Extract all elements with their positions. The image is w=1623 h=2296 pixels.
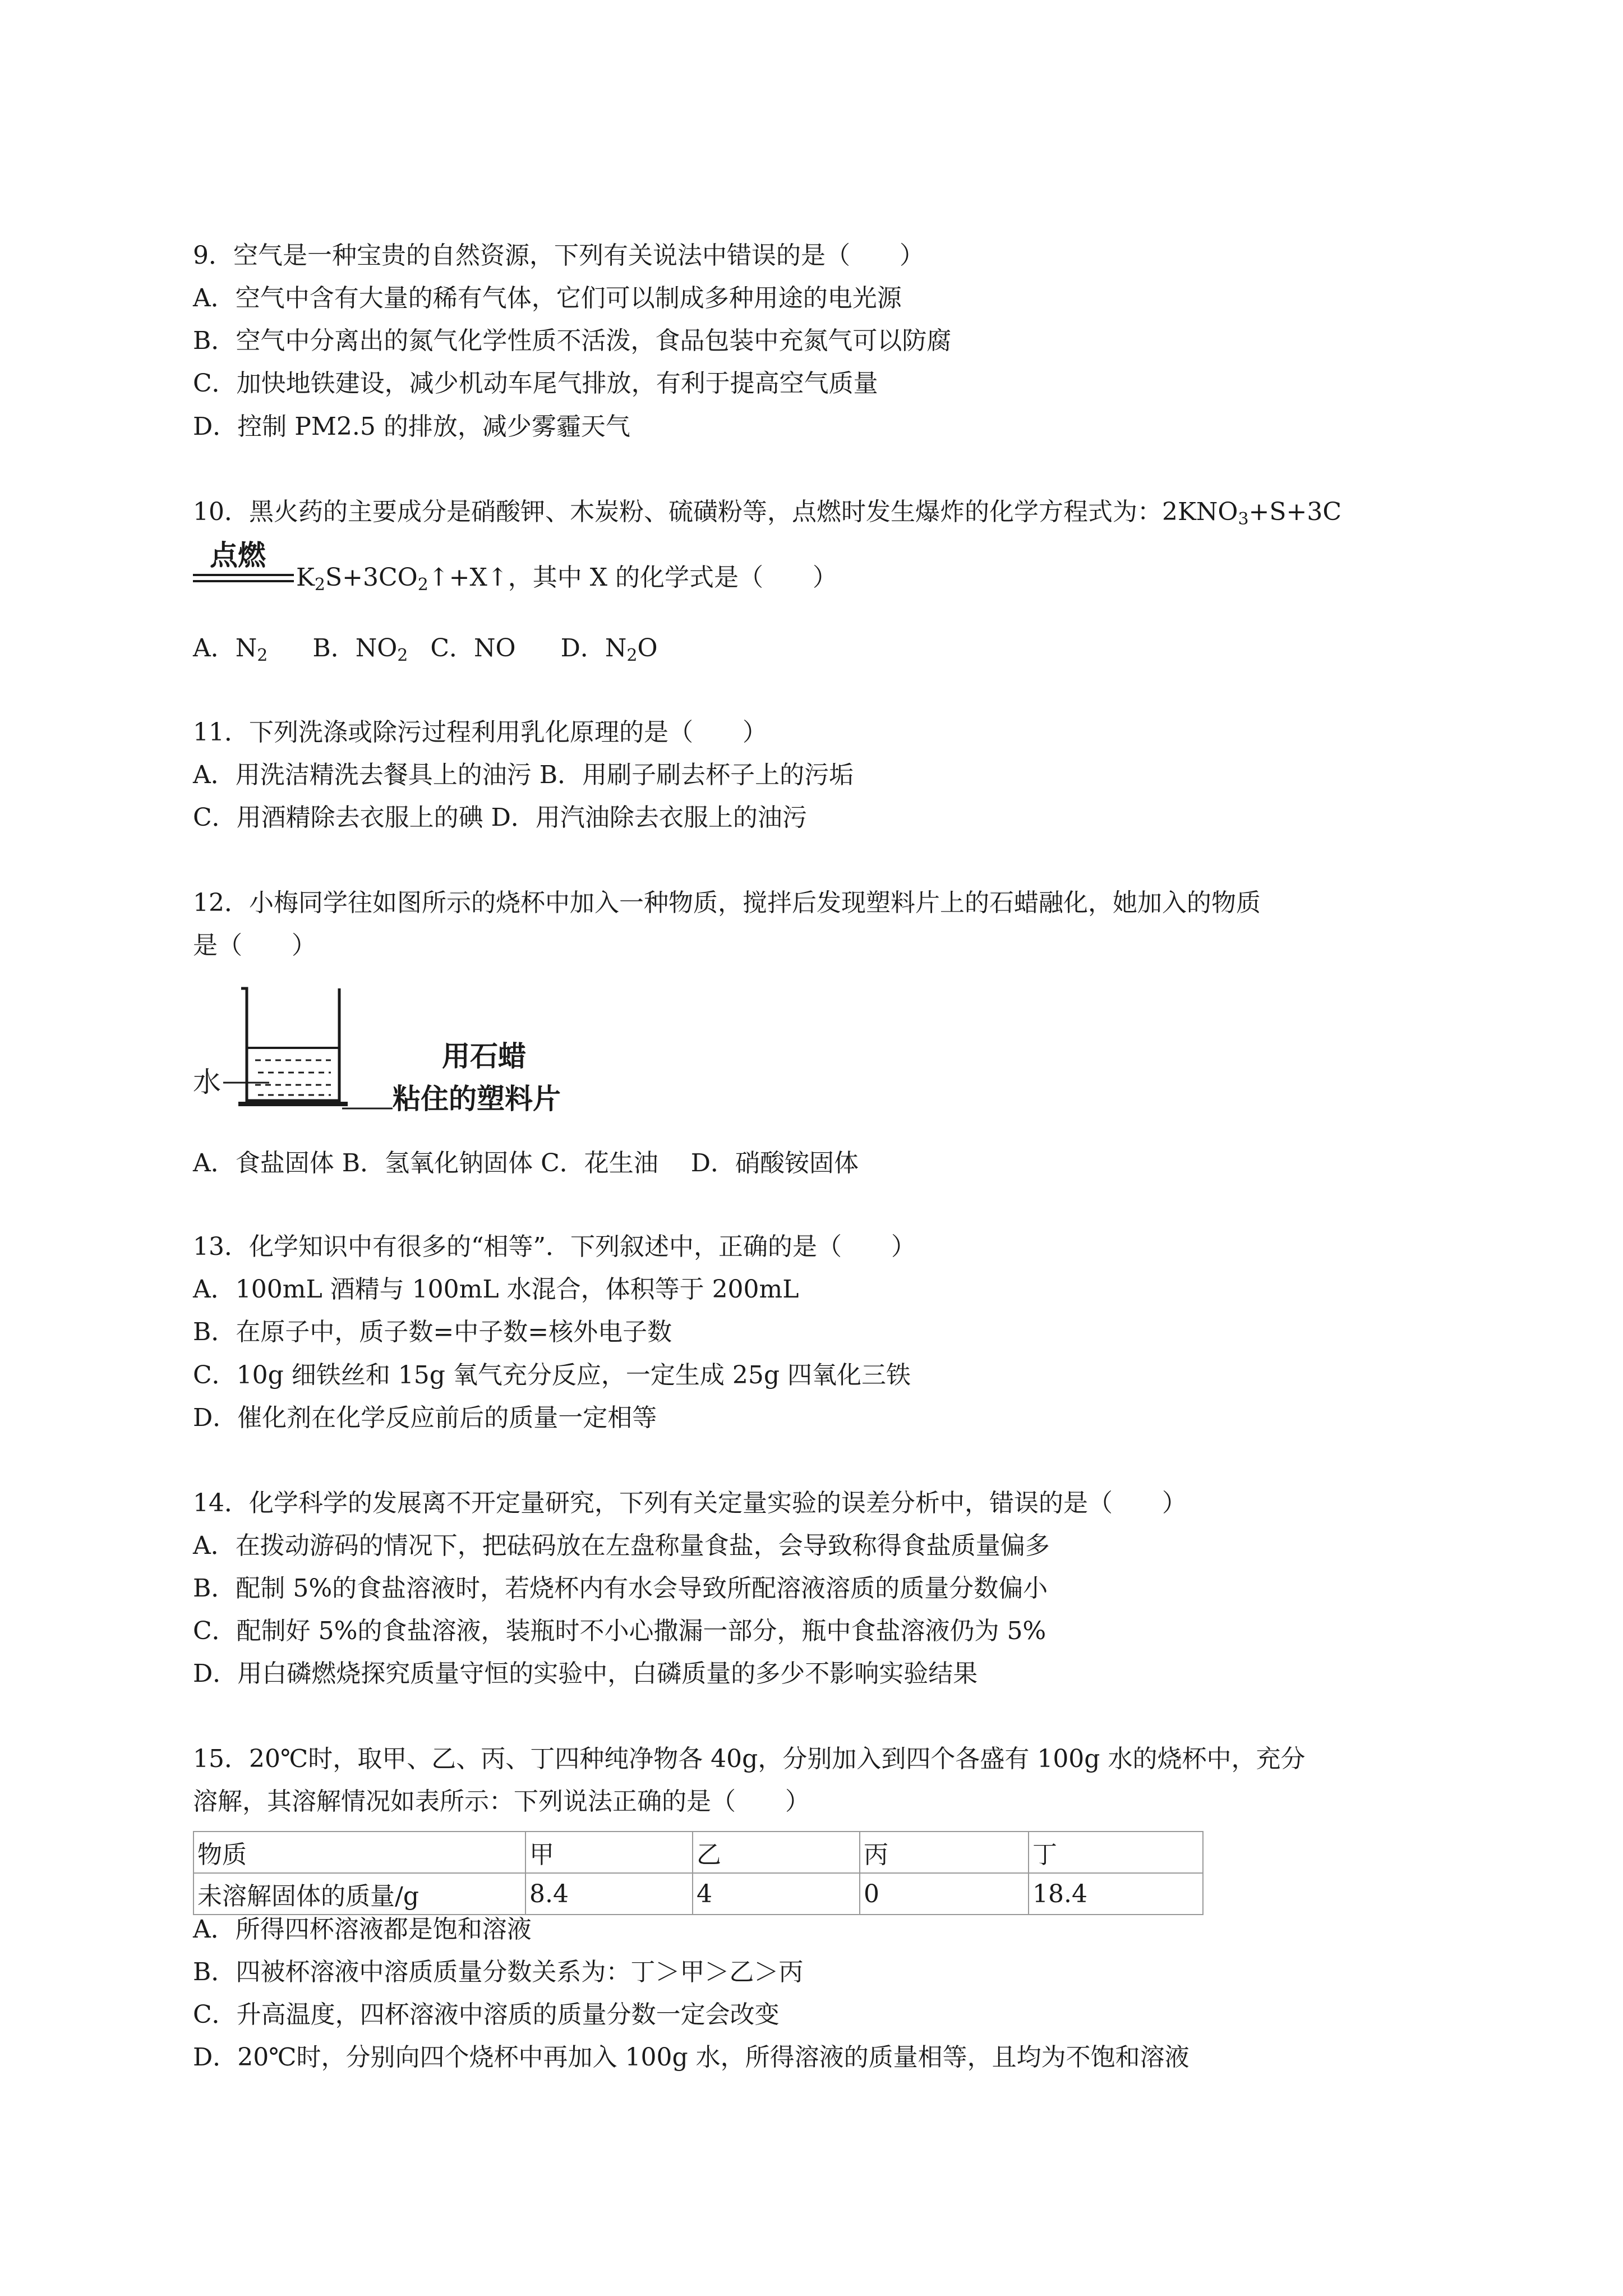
figure-label-line2: 粘住的塑料片 [393, 1083, 561, 1115]
q15-stem-line1: 15．20℃时，取甲、乙、丙、丁四种纯净物各 40g，分别加入到四个各盛有 100g 水的烧杯中，充分 [193, 1745, 1306, 1773]
q11-stem: 11．下列洗涤或除污过程利用乳化原理的是（ ） [193, 718, 767, 747]
q13-option-a: A．100mL 酒精与 100mL 水混合，体积等于 200mL [193, 1275, 799, 1304]
solubility-table [193, 1831, 1204, 1915]
table-cell: 甲 [525, 1832, 693, 1873]
q10-options [193, 633, 658, 664]
q9-option-b: B．空气中分离出的氮气化学性质不活泼，食品包装中充氮气可以防腐 [193, 326, 952, 355]
q14-option-d: D．用白磷燃烧探究质量守恒的实验中，白磷质量的多少不影响实验结果 [193, 1659, 978, 1688]
table-cell: 8.4 [525, 1873, 693, 1915]
q9-option-d: D．控制 PM2.5 的排放，减少雾霾天气 [193, 412, 630, 441]
table-cell: 乙 [693, 1832, 860, 1873]
equation-bar-bottom [193, 580, 294, 582]
reaction-condition-label: 点燃 [210, 539, 266, 572]
q11-options-cd: C．用酒精除去衣服上的碘 D．用汽油除去衣服上的油污 [193, 803, 807, 832]
q9-option-a: A．空气中含有大量的稀有气体，它们可以制成多种用途的电光源 [193, 284, 902, 312]
q11-options-ab: A．用洗洁精洗去餐具上的油污 B．用刷子刷去杯子上的污垢 [193, 761, 854, 789]
q14-option-b: B．配制 5%的食盐溶液时，若烧杯内有水会导致所配溶液溶质的质量分数偏小 [193, 1574, 1048, 1603]
q12-stem-line2: 是（ ） [193, 931, 316, 960]
table-row [193, 1873, 1203, 1915]
q15-option-b: B．四被杯溶液中溶质质量分数关系为：丁＞甲＞乙＞丙 [193, 1958, 804, 1986]
q10-products: $K_2S+3CO_2↑+X↑$，其中 X 的化学式是（ ） [296, 563, 838, 595]
reaction-condition [193, 533, 294, 595]
q14-option-c: C．配制好 5%的食盐溶液，装瓶时不小心撒漏一部分，瓶中食盐溶液仍为 5% [193, 1617, 1046, 1645]
figure-label-line1: 用石蜡 [442, 1040, 526, 1073]
q14-option-a: A．在拨动游码的情况下，把砝码放在左盘称量食盐，会导致称得食盐质量偏多 [193, 1531, 1050, 1560]
table-cell: 未溶解固体的质量/g [193, 1873, 525, 1915]
q10-option-a: A．$N_2$ [193, 634, 268, 665]
table-cell: 4 [693, 1873, 860, 1915]
beaker-figure [191, 976, 594, 1133]
q15-option-c: C．升高温度，四杯溶液中溶质的质量分数一定会改变 [193, 2000, 780, 2029]
figure-water-label: 水 [193, 1066, 221, 1098]
q9-option-c: C．加快地铁建设，减少机动车尾气排放，有利于提高空气质量 [193, 369, 878, 398]
table-cell: 0 [860, 1873, 1029, 1915]
q12-options: A．食盐固体 B．氢氧化钠固体 C．花生油 D．硝酸铵固体 [193, 1149, 859, 1177]
q15-option-a: A．所得四杯溶液都是饱和溶液 [193, 1915, 532, 1944]
q10-stem: 10．黑火药的主要成分是硝酸钾、木炭粉、硫磺粉等，点燃时发生爆炸的化学方程式为：$2KNO_3+S+3C$ [193, 498, 1342, 529]
q12-stem-line1: 12．小梅同学往如图所示的烧杯中加入一种物质，搅拌后发现塑料片上的石蜡融化，她加入的物质 [193, 889, 1261, 917]
q15-option-d: D．20℃时，分别向四个烧杯中再加入 100g 水，所得溶液的质量相等，且均为不饱和溶液 [193, 2043, 1189, 2072]
equation-bar-top [193, 574, 294, 576]
q13-stem: 13．化学知识中有很多的“相等”．下列叙述中，正确的是（ ） [193, 1232, 916, 1261]
q10-option-b: B．$NO_2$ [312, 634, 408, 665]
q10-option-d: D．$N_2O$ [560, 634, 658, 665]
q14-stem: 14．化学科学的发展离不开定量研究，下列有关定量实验的误差分析中，错误的是（ ） [193, 1489, 1187, 1517]
q10-option-c: C．NO [430, 634, 516, 662]
q13-option-b: B．在原子中，质子数=中子数=核外电子数 [193, 1318, 672, 1346]
table-cell: 18.4 [1029, 1873, 1203, 1915]
table-cell: 丙 [860, 1832, 1029, 1873]
q13-option-d: D．催化剂在化学反应前后的质量一定相等 [193, 1404, 657, 1432]
q13-option-c: C．10g 细铁丝和 15g 氧气充分反应，一定生成 25g 四氧化三铁 [193, 1361, 911, 1389]
table-cell: 物质 [193, 1832, 525, 1873]
q15-stem-line2: 溶解，其溶解情况如表所示：下列说法正确的是（ ） [193, 1787, 810, 1816]
table-row [193, 1832, 1203, 1873]
q9-stem: 9．空气是一种宝贵的自然资源，下列有关说法中错误的是（ ） [193, 241, 924, 270]
table-cell: 丁 [1029, 1832, 1203, 1873]
